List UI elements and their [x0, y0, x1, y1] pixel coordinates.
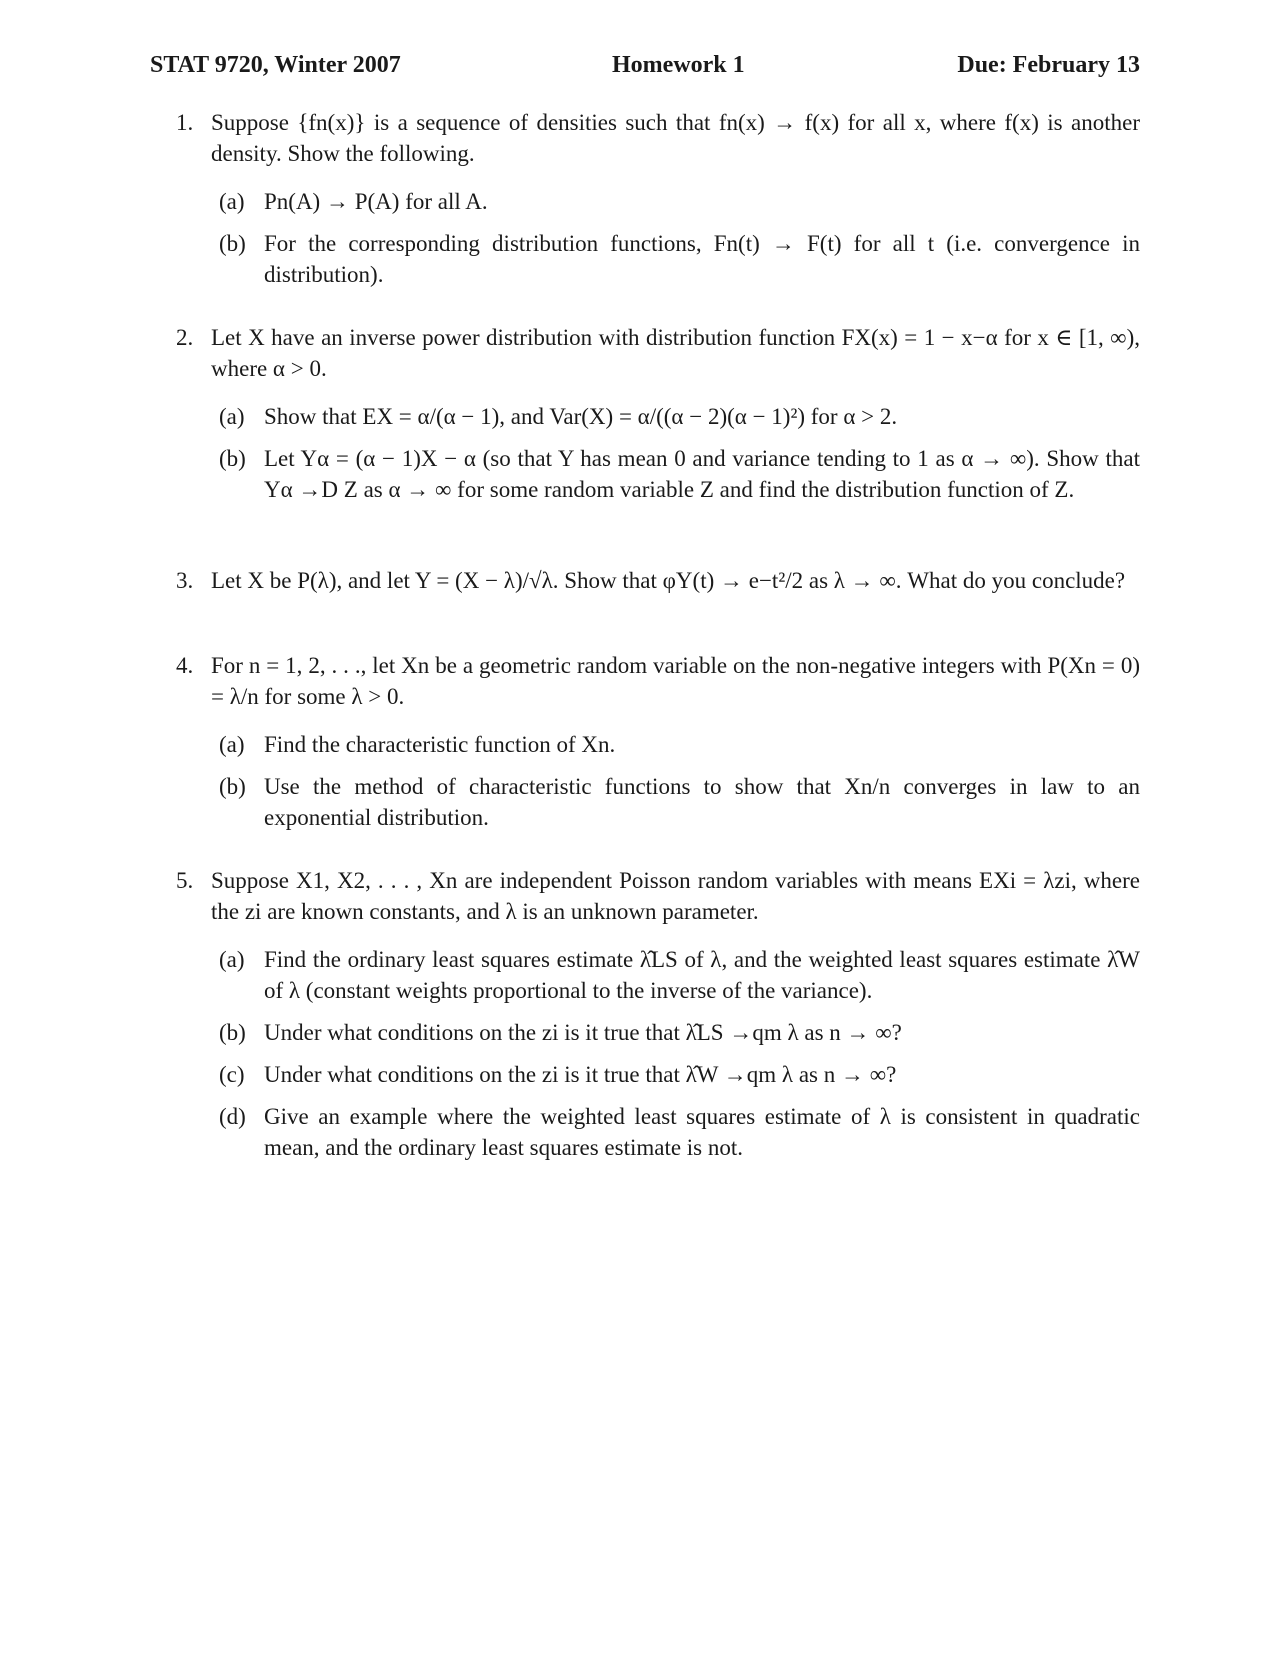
due-date: Due: February 13: [957, 52, 1140, 78]
part-text: Under what conditions on the zi is it true that λ̂LS →qm λ as n → ∞?: [264, 1020, 902, 1045]
problem-part: [219, 401, 1140, 432]
problem-part: [219, 1101, 1140, 1163]
problem-2: [176, 322, 1140, 516]
part-text: Let Yα = (α − 1)X − α (so that Y has mean 0 and variance tending to 1 as α → ∞). Show that Yα →D Z as α → ∞ for some random variable Z and find the distribution function of Z.: [264, 446, 1140, 502]
problem-text: Suppose X1, X2, . . . , Xn are independent Poisson random variables with means EXi = λzi, where the zi are known constants, and λ is an unknown parameter.: [211, 868, 1140, 924]
problem-text: Let X have an inverse power distribution with distribution function FX(x) = 1 − x−α for x ∈ [1, ∞), where α > 0.: [211, 325, 1140, 381]
part-label: (c): [219, 1062, 245, 1087]
problem-part: [219, 1017, 1140, 1048]
problem-5: [176, 865, 1140, 1174]
part-label: (b): [219, 231, 246, 256]
part-label: (b): [219, 1020, 246, 1045]
problem-part: [219, 771, 1140, 833]
problem-text: Suppose {fn(x)} is a sequence of densities such that fn(x) → f(x) for all x, where f(x) is another density. Show the following.: [211, 110, 1140, 166]
problem-number: 3.: [176, 568, 194, 593]
problem-number: 5.: [176, 868, 194, 893]
problem-3: [176, 565, 1140, 596]
part-text: Find the ordinary least squares estimate λ̂LS of λ, and the weighted least squares estimate λ̂W of λ (constant weights proportional to the inverse of the variance).: [264, 947, 1140, 1003]
part-text: Find the characteristic function of Xn.: [264, 732, 616, 757]
problem-part: [219, 228, 1140, 290]
problem-text: Let X be P(λ), and let Y = (X − λ)/√λ. Show that φY(t) → e−t²/2 as λ → ∞. What do you conclude?: [211, 568, 1126, 593]
problem-number: 1.: [176, 110, 194, 135]
part-text: Pn(A) → P(A) for all A.: [264, 189, 488, 214]
problem-part: [219, 1059, 1140, 1090]
problem-part: [219, 944, 1140, 1006]
part-label: (a): [219, 947, 245, 972]
problem-number: 4.: [176, 653, 194, 678]
part-text: For the corresponding distribution functions, Fn(t) → F(t) for all t (i.e. convergence in distribution).: [264, 231, 1140, 287]
part-label: (a): [219, 732, 245, 757]
problem-part: [219, 443, 1140, 505]
part-text: Under what conditions on the zi is it true that λ̂W →qm λ as n → ∞?: [264, 1062, 897, 1087]
problem-number: 2.: [176, 325, 194, 350]
part-text: Give an example where the weighted least squares estimate of λ is consistent in quadratic mean, and the ordinary least squares estimate is not.: [264, 1104, 1140, 1160]
problem-1: [176, 107, 1140, 301]
problem-part: [219, 186, 1140, 217]
part-label: (d): [219, 1104, 246, 1129]
part-label: (a): [219, 404, 245, 429]
problem-4: [176, 650, 1140, 844]
homework-title: Homework 1: [612, 52, 745, 78]
problem-text: For n = 1, 2, . . ., let Xn be a geometric random variable on the non-negative integers with P(Xn = 0) = λ/n for some λ > 0.: [211, 653, 1140, 709]
part-label: (a): [219, 189, 245, 214]
course-title: STAT 9720, Winter 2007: [150, 52, 401, 78]
problem-part: [219, 729, 1140, 760]
part-label: (b): [219, 774, 246, 799]
part-label: (b): [219, 446, 246, 471]
page-header: [150, 52, 1140, 84]
part-text: Use the method of characteristic functions to show that Xn/n converges in law to an exponential distribution.: [264, 774, 1140, 830]
part-text: Show that EX = α/(α − 1), and Var(X) = α/((α − 2)(α − 1)²) for α > 2.: [264, 404, 898, 429]
